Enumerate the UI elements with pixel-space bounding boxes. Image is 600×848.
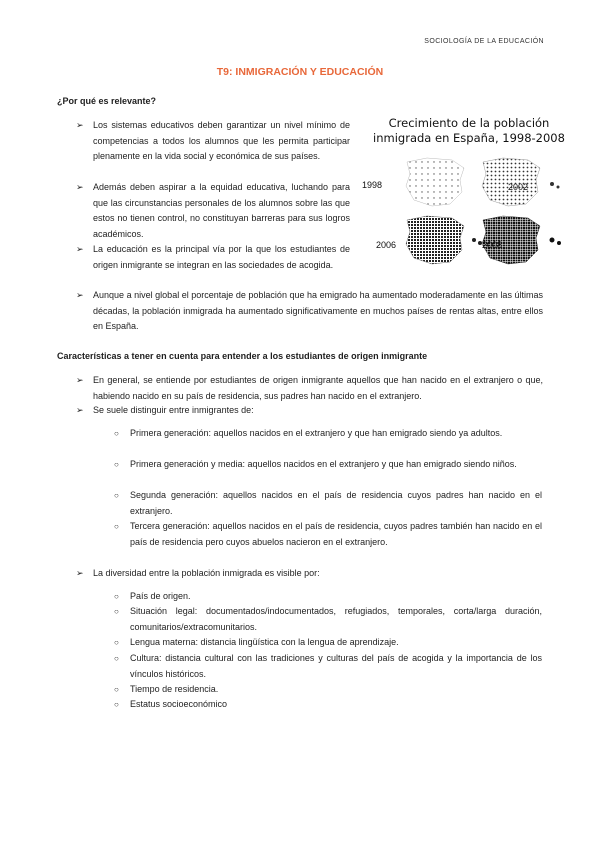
spain-maps-graphic [358, 152, 580, 270]
running-header: SOCIOLOGÍA DE LA EDUCACIÓN [424, 38, 544, 45]
arrow-bullet-icon: ➢ [76, 120, 84, 130]
circle-bullet-icon: ○ [114, 460, 119, 469]
circle-bullet-icon: ○ [114, 700, 119, 709]
page-title: T9: INMIGRACIÓN Y EDUCACIÓN [216, 66, 384, 78]
figure-title: Crecimiento de la población inmigrada en España, 1998-2008 [373, 116, 565, 145]
circle-bullet-icon: ○ [114, 429, 119, 438]
arrow-bullet-icon: ➢ [76, 290, 84, 300]
section-heading-characteristics: Características a tener en cuenta para entender a los estudiantes de origen inmigrante [57, 351, 428, 361]
circle-bullet-icon: ○ [114, 685, 119, 694]
arrow-bullet-icon: ➢ [76, 568, 84, 578]
arrow-bullet-icon: ➢ [76, 182, 84, 192]
circle-bullet-icon: ○ [114, 522, 119, 531]
year-label-2006: 2006 [376, 240, 397, 250]
year-label-2002: 2002 [508, 182, 529, 192]
circle-bullet-icon: ○ [114, 654, 119, 663]
circle-bullet-icon: ○ [114, 607, 119, 616]
immigration-maps-figure [358, 116, 580, 276]
year-label-1998: 1998 [362, 180, 383, 190]
section-heading-relevance: ¿Por qué es relevante? [57, 96, 157, 106]
circle-bullet-icon: ○ [114, 592, 119, 601]
map-2006 [406, 216, 482, 264]
map-grid [358, 152, 580, 270]
year-label-2008: 2008 [482, 240, 503, 250]
arrow-bullet-icon: ➢ [76, 375, 84, 385]
arrow-bullet-icon: ➢ [76, 405, 84, 415]
circle-bullet-icon: ○ [114, 491, 119, 500]
circle-bullet-icon: ○ [114, 638, 119, 647]
arrow-bullet-icon: ➢ [76, 244, 84, 254]
map-1998 [406, 158, 464, 206]
